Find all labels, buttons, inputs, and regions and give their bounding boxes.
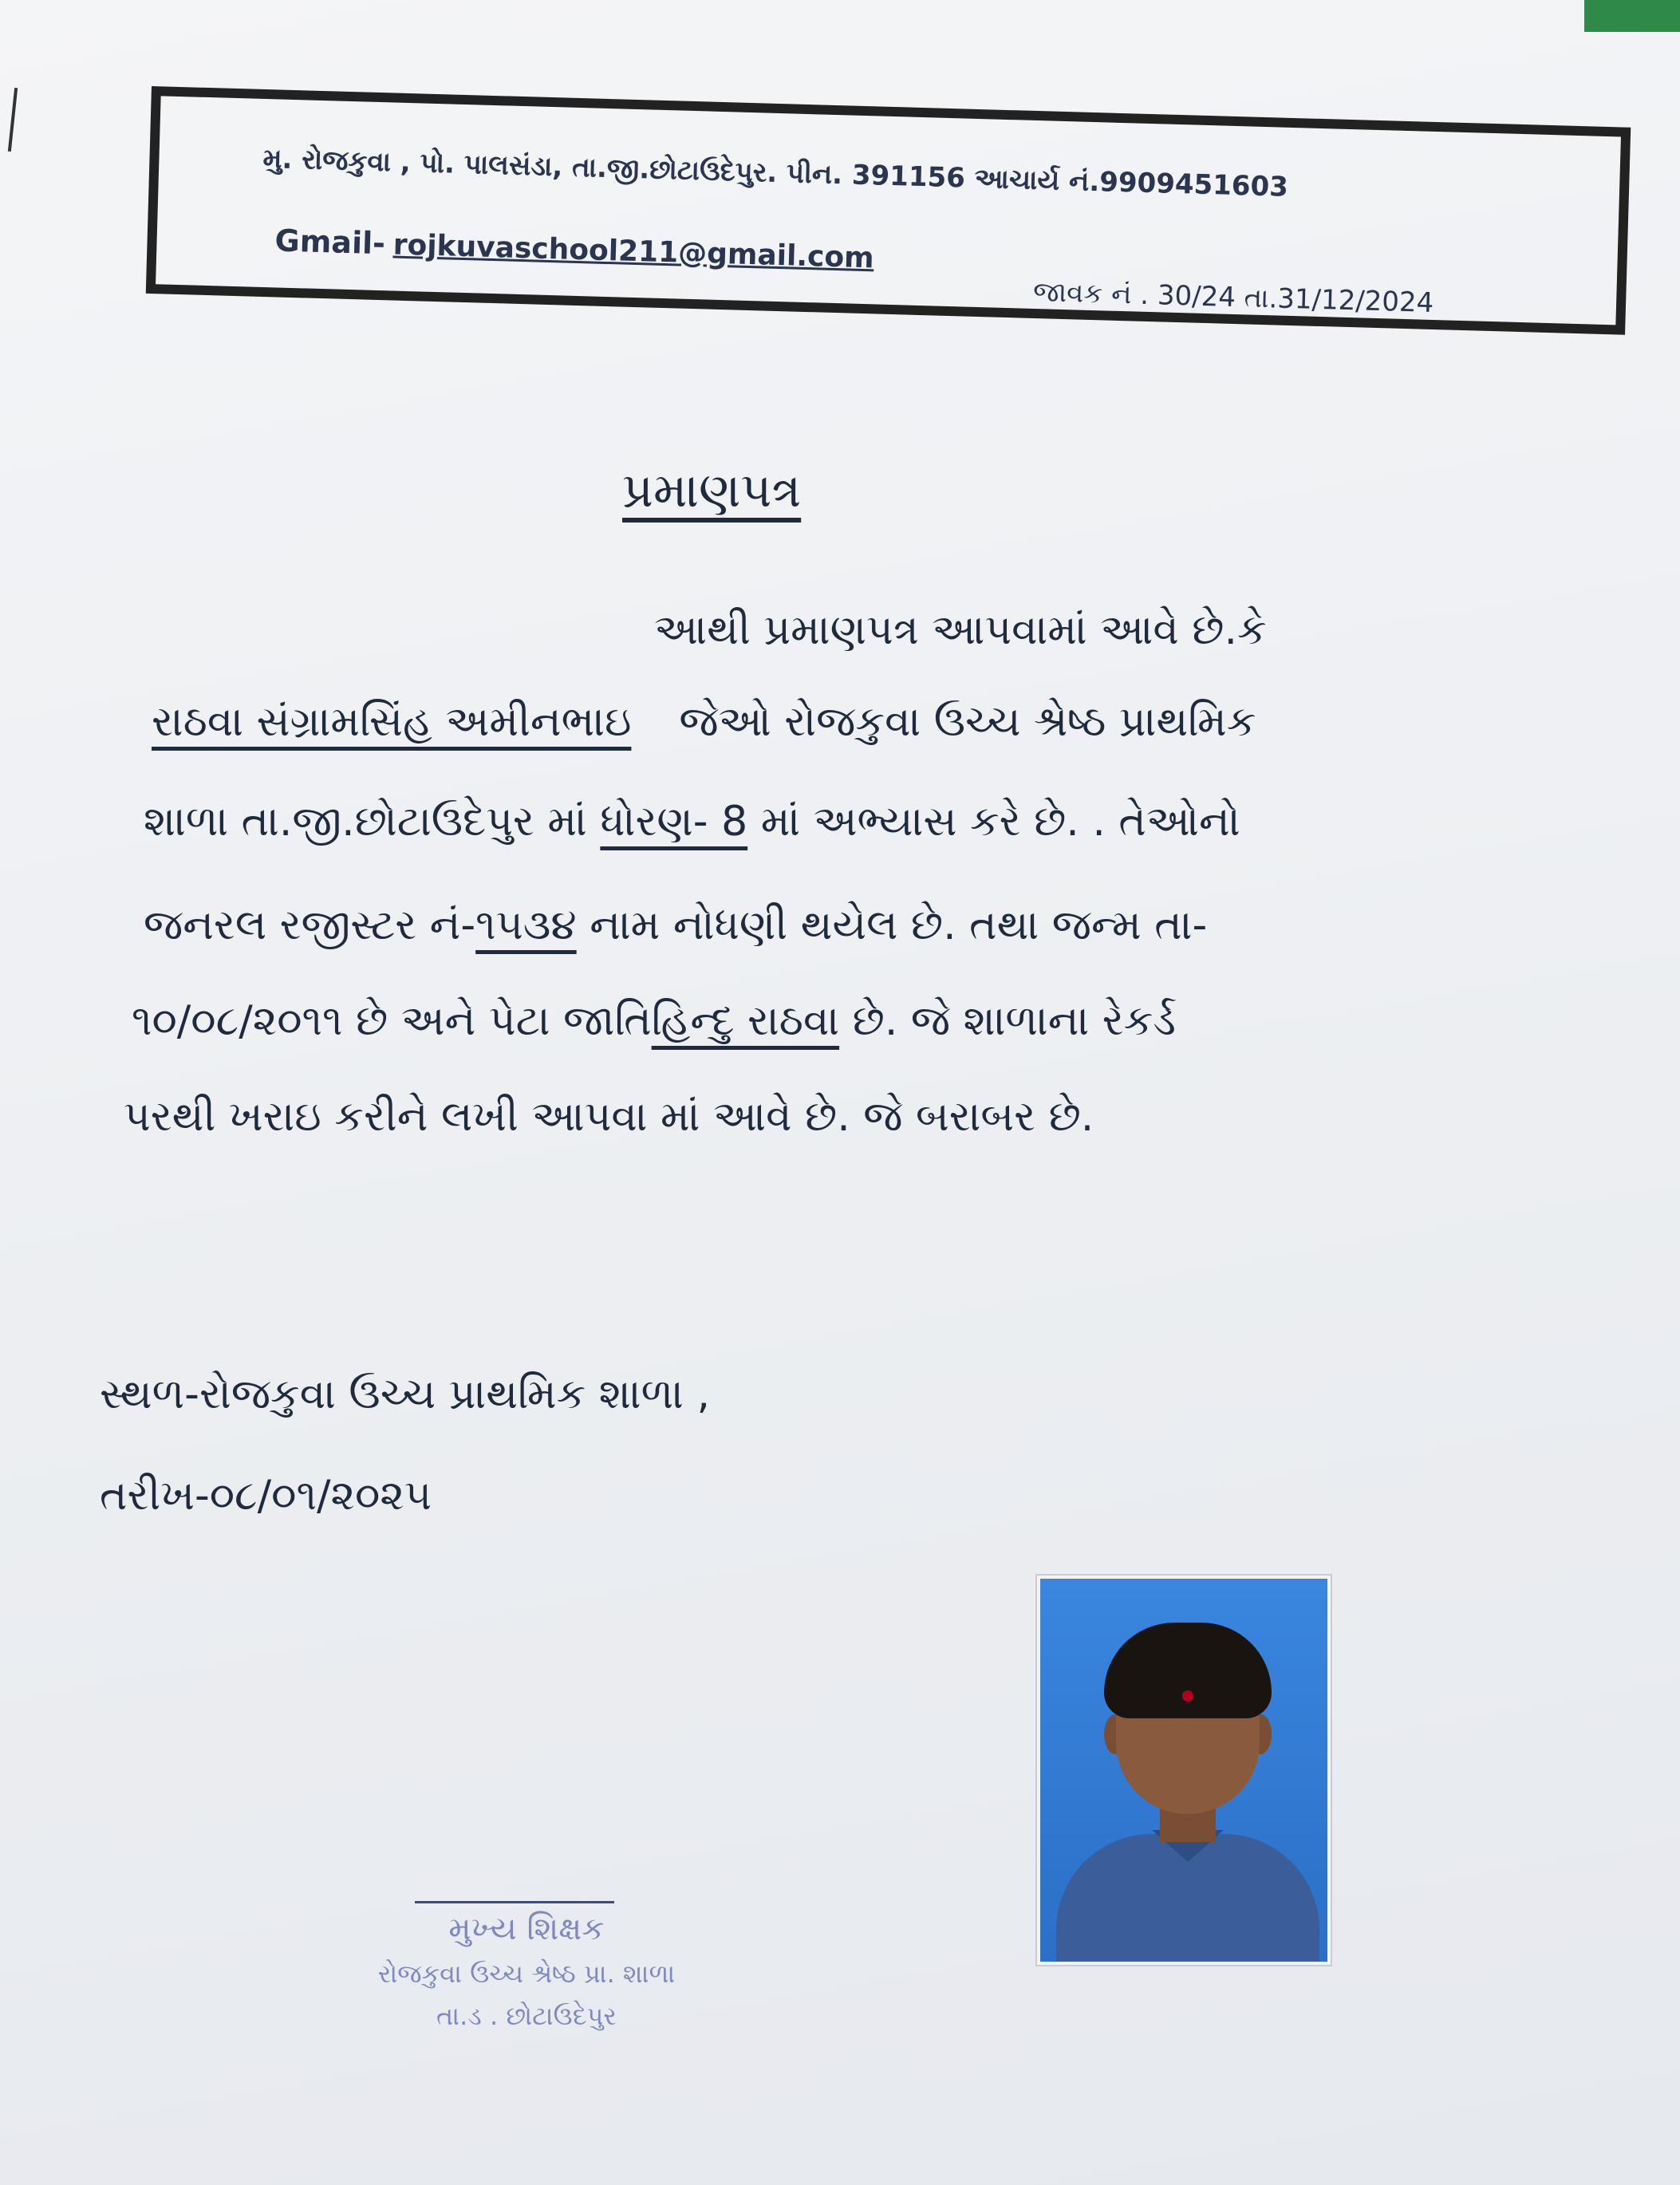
student-photo	[1037, 1576, 1331, 1965]
date-of-birth: ૧૦/૦૮/૨૦૧૧	[132, 997, 343, 1045]
certificate-title: પ્રમાણપત્ર	[622, 463, 802, 519]
student-name: રાઠવા સંગ્રામસિંહ અમીનભાઇ	[152, 698, 632, 746]
body-line-5-end: છે. જે શાળાના રેકર્ડ	[852, 997, 1176, 1045]
gmail-address[interactable]: rojkuvaschool211@gmail.com	[392, 228, 875, 275]
school-stamp	[303, 1911, 750, 2032]
background-green-corner	[1584, 0, 1680, 32]
letterhead-box	[146, 86, 1631, 335]
gmail-label: Gmail-	[274, 223, 386, 262]
body-line-3	[144, 798, 1240, 846]
outward-number: જાવક નં . 30/24 તા.31/12/2024	[1032, 275, 1434, 319]
standard-value: ધોરણ- 8	[600, 798, 748, 846]
margin-mark	[8, 88, 18, 152]
body-line-5	[132, 997, 1176, 1046]
stamp-designation: મુખ્ય શિક્ષક	[448, 1911, 605, 1947]
headmaster-signature	[415, 1871, 614, 1903]
date-line: તરીખ-૦૮/૦૧/૨૦૨૫	[100, 1472, 432, 1520]
address-line: મુ. રોજકુવા , પો. પાલસંડા, તા.જી.છોટાઉદેપુર. પીન. 391156 આચાર્ય નં.9909451603	[262, 142, 1289, 203]
body-line-3-start: શાળા તા.જી.છોટાઉદેપુર માં	[144, 798, 587, 846]
body-line-6: પરથી ખરાઇ કરીને લખી આપવા માં આવે છે. જે બરાબર છે.	[124, 1093, 1094, 1141]
caste-value: હિન્દુ રાઠવા	[651, 997, 840, 1045]
body-line-4-end: નામ નોધણી થયેલ છે. તથા જન્મ તા-	[590, 901, 1208, 949]
stamp-school: રોજકુવા ઉચ્ચ શ્રેષ્ઠ પ્રા. શાળા	[377, 1958, 676, 1989]
body-line-5-mid: છે અને પેટા જાતિ	[356, 997, 652, 1045]
body-line-4	[144, 901, 1207, 950]
register-number: ૧૫૩૪	[475, 901, 577, 949]
body-line-1: આથી પ્રમાણપત્ર આપવામાં આવે છે.કે	[654, 606, 1267, 654]
place-line: સ્થળ-રોજકુવા ઉચ્ચ પ્રાથમિક શાળા ,	[100, 1371, 710, 1418]
body-line-2	[152, 698, 1256, 747]
stamp-taluka: તા.ડ . છોટાઉદેપુર	[436, 2001, 617, 2031]
body-line-4-start: જનરલ રજીસ્ટર નં-	[144, 901, 476, 949]
body-line-3-end: માં અભ્યાસ કરે છે. . તેઓનો	[760, 798, 1240, 846]
body-line-2-rest: જેઓ રોજકુવા ઉચ્ચ શ્રેષ્ઠ પ્રાથમિક	[679, 698, 1256, 746]
gmail-line	[274, 223, 874, 274]
